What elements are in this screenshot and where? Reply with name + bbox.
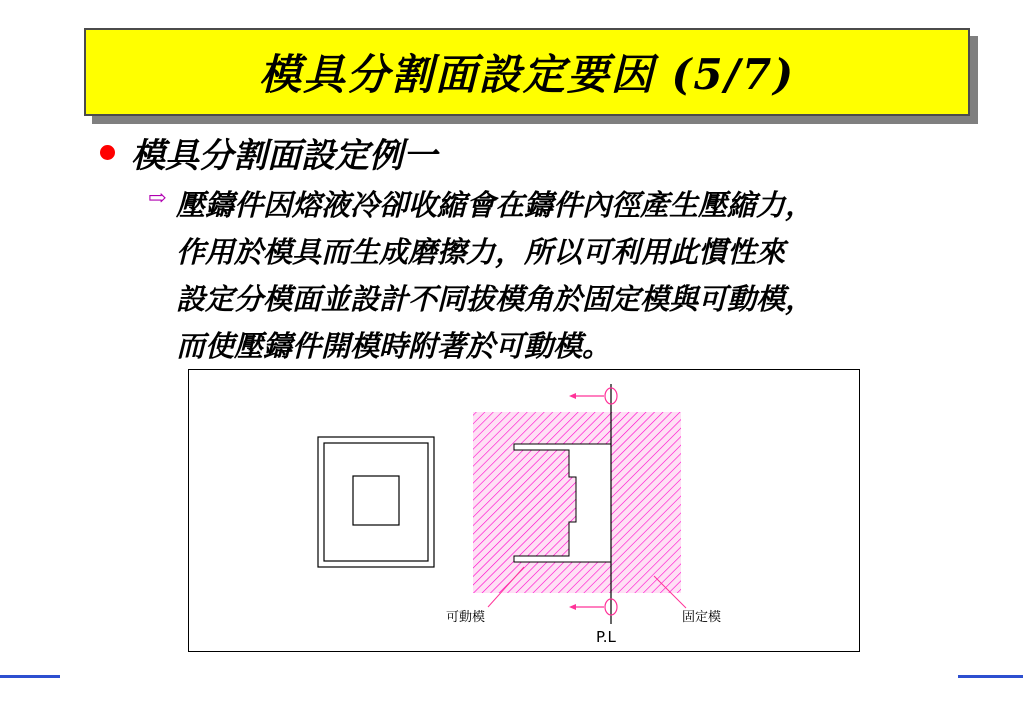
sub-line-2: 作用於模具而生成磨擦力，所以可利用此慣性來 xyxy=(176,235,786,269)
die-diagram-svg xyxy=(188,369,860,652)
sub-bullet-text xyxy=(176,182,998,370)
bullet-text: 模具分割面設定例一 xyxy=(131,136,437,176)
sub-bullet xyxy=(148,182,998,370)
title-banner xyxy=(84,28,970,116)
sub-line-1: 壓鑄件因熔液冷卻收縮會在鑄件內徑產生壓縮力， xyxy=(176,188,815,222)
label-parting-line: P.L xyxy=(596,628,616,646)
sub-line-4: 而使壓鑄件開模時附著於可動模。 xyxy=(176,329,612,363)
page-title: 模具分割面設定要因 (5/7) xyxy=(258,50,796,99)
sub-line-3: 設定分模面並設計不同拔模角於固定模與可動模， xyxy=(176,282,815,316)
bottom-rule-right xyxy=(958,675,1023,678)
die-diagram xyxy=(188,369,860,652)
bullet-item xyxy=(100,128,437,177)
bullet-dot-icon xyxy=(100,145,115,160)
label-movable-die: 可動模 xyxy=(446,610,486,625)
bottom-rule-left xyxy=(0,675,60,678)
label-fixed-die: 固定模 xyxy=(682,610,722,625)
hollow-arrow-icon: ⇨ xyxy=(148,186,167,211)
